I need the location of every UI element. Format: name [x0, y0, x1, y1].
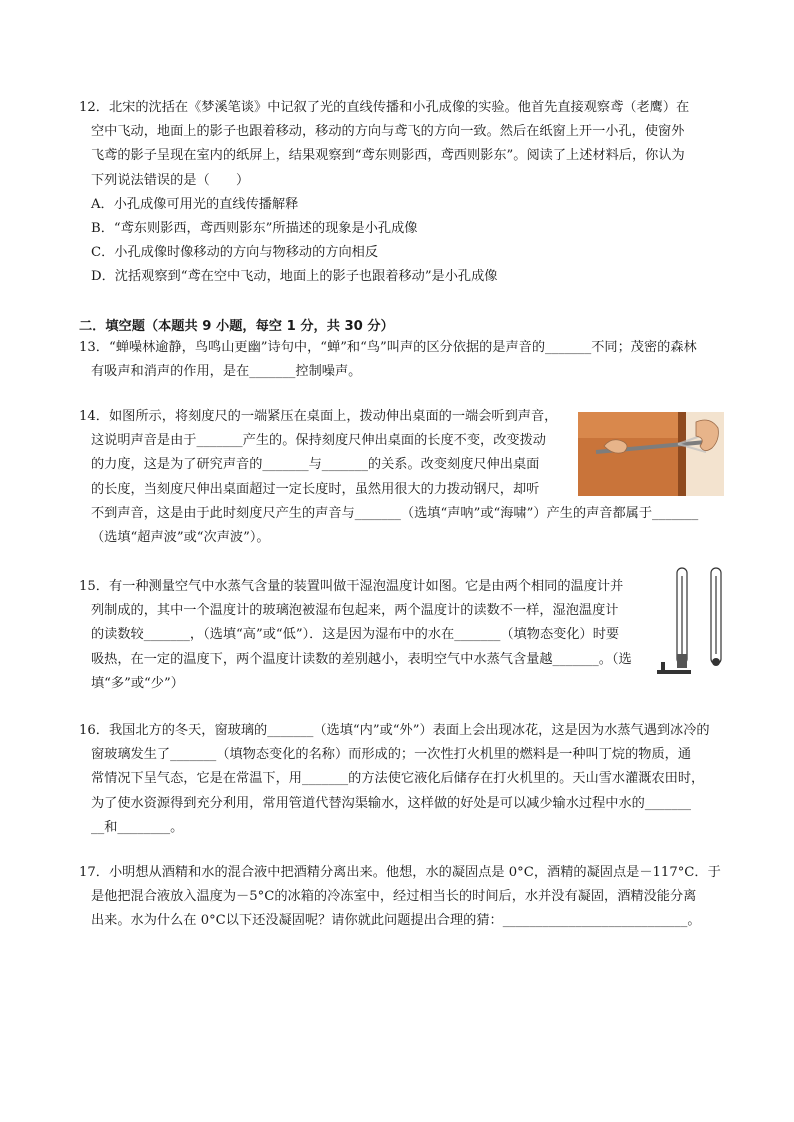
q15-line-2: 列制成的，其中一个温度计的玻璃泡被湿布包起来，两个温度计的读数不一样，湿泡温度计: [91, 603, 619, 619]
q16-line-5: __和________。: [91, 819, 184, 835]
q13-line-1: 13．“蝉噪林逾静，鸟鸣山更幽”诗句中，“蝉”和“鸟”叫声的区分依据的是声音的_______不同；茂密的森林: [79, 340, 697, 355]
table-top: [578, 412, 678, 438]
question-17: [79, 861, 721, 934]
q15-line-4: 吸热，在一定的温度下，两个温度计读数的差别越小，表明空气中水蒸气含量越_______。（选: [91, 651, 632, 667]
question-13: [79, 336, 697, 384]
q14-line-4: 的长度，当刻度尺伸出桌面超过一定长度时，虽然用很大的力拨动钢尺，却听: [91, 481, 540, 497]
q17-line-2: 是他把混合液放入温度为－5°C的冰箱的冷冻室中，经过相当长的时间后，水并没有凝固，酒精没能分离: [91, 889, 697, 905]
q12-line-3: 飞鸢的影子呈现在室内的纸屏上，结果观察到“鸢东则影西，鸢西则影东”。阅读了上述材料后，你认为: [91, 148, 685, 164]
section-2-title: 二．填空题（本题共 9 小题，每空 1 分，共 30 分）: [79, 319, 394, 334]
q12-line-4: 下列说法错误的是（ ）: [91, 172, 250, 188]
q12-option-a[interactable]: A．小孔成像可用光的直线传播解释: [91, 196, 299, 212]
q14-line-6: （选填“超声波”或“次声波”）。: [91, 530, 270, 546]
q16-line-2: 窗玻璃发生了_______（填物态变化的名称）而形成的；一次性打火机里的燃料是一种叫丁烷的物质，通: [91, 747, 692, 763]
q17-line-1: 17．小明想从酒精和水的混合液中把酒精分离出来。他想，水的凝固点是 0°C，酒精的凝固点是－117°C．于: [79, 865, 721, 880]
question-16: [79, 719, 710, 840]
wet-cloth: [677, 654, 687, 668]
q15-line-1: 15．有一种测量空气中水蒸气含量的装置叫做干湿泡温度计如图。它是由两个相同的温度计并: [79, 579, 624, 594]
q16-line-3: 常情况下呈气态，它是在常温下，用_______的方法使它液化后储存在打火机里的。天山雪水灌溉农田时，: [91, 771, 705, 787]
q14-line-3: 的力度，这是为了研究声音的_______与_______的关系。改变刻度尺伸出桌面: [91, 457, 540, 473]
q14-line-5: 不到声音，这是由于此时刻度尺产生的声音与_______（选填“声呐”或“海啸”）产生的声音都属于_______: [91, 505, 699, 521]
q14-line-1: 14．如图所示，将刻度尺的一端紧压在桌面上，拨动伸出桌面的一端会听到声音，: [79, 409, 558, 424]
ruler-on-table-figure: [578, 412, 724, 496]
q12-line-2: 空中飞动，地面上的影子也跟着移动，移动的方向与鸢飞的方向一致。然后在纸窗上开一小孔，使窗外: [91, 124, 685, 140]
q16-line-1: 16．我国北方的冬天，窗玻璃的_______（选填“内”或“外”）表面上会出现冰花，这是因为水蒸气遇到冰冷的: [79, 723, 710, 738]
q12-option-d[interactable]: D．沈括观察到“鸢在空中飞动，地面上的影子也跟着移动”是小孔成像: [91, 269, 498, 285]
q17-line-3: 出来。水为什么在 0°C以下还没凝固呢？请你就此问题提出合理的猜：____________________________。: [91, 913, 701, 929]
question-12: [79, 96, 689, 290]
q12-line-1: 12．北宋的沈括在《梦溪笔谈》中记叙了光的直线传播和小孔成像的实验。他首先直接观察鸢（老鹰）在: [79, 100, 690, 115]
q12-option-b[interactable]: B．“鸢东则影西，鸢西则影东”所描述的现象是小孔成像: [91, 221, 418, 237]
q12-option-c[interactable]: C．小孔成像时像移动的方向与物移动的方向相反: [91, 245, 379, 261]
q13-line-2: 有吸声和消声的作用，是在_______控制噪声。: [91, 364, 362, 380]
q15-line-5: 填“多”或“少”）: [91, 675, 184, 691]
q15-line-3: 的读数较_______，（选填“高”或“低”）．这是因为湿布中的水在_______（填物态变化）时要: [91, 627, 620, 643]
wet-dry-thermometer-figure: [655, 566, 729, 678]
table-edge: [678, 412, 686, 496]
question-15: [79, 575, 632, 696]
q16-line-4: 为了使水资源得到充分利用，常用管道代替沟渠输水，这样做的好处是可以减少输水过程中水的_______: [91, 795, 692, 811]
q14-line-2: 这说明声音是由于_______产生的。保持刻度尺伸出桌面的长度不变，改变拨动: [91, 433, 546, 449]
